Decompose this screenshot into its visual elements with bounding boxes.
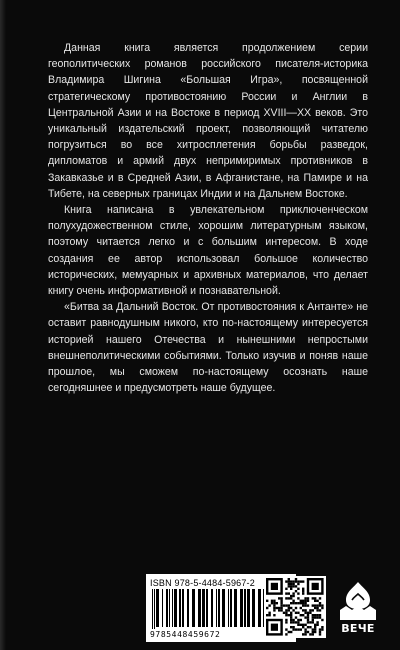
- qr-code-icon: [264, 576, 326, 638]
- barcode-digits: 9785448459672: [150, 630, 221, 639]
- paragraph-3: «Битва за Дальний Восток. От противостояния к Антанте» не оставит равнодушным никого, кто по-настоящему интересуется историей нашего Отечества и нынешними непростыми внешнеполитическими событиями. Только изучив и поняв наше прошлое, мы сможем по-настоящему осознать наше сегодняшнее и предусмотреть наше будущее.: [48, 301, 368, 395]
- publisher-name: ВЕЧЕ: [341, 622, 375, 635]
- paragraph-2: Книга написана в увлекательном приключенческом полухудожественном стиле, хорошим литературным языком, поэтому читается легко и с большим интересом. В ходе создания ее автор использовал большое количество исторических, мемуарных и архивных материалов, что делает книгу очень информативной и познавательной.: [48, 204, 368, 298]
- onion-dome-icon: [336, 580, 380, 622]
- paragraph-1: Данная книга является продолжением серии геополитических романов российского писателя-историка Владимира Шигина «Большая Игра», посвященной стратегическому противостоянию России и Англии в Центральной Азии и на Востоке в период XVIII—XX веков. Это уникальный издательский проект, позволяющий читателю погрузиться во все хитросплетения борьбы разведок, дипломатов и армий двух непримиримых противников в Закавказье и в Средней Азии, в Афганистане, на Памире и на Тибете, на северных границах Индии и на Дальнем Востоке.: [48, 42, 368, 200]
- page-edge: [0, 0, 6, 650]
- isbn-number: ISBN 978-5-4484-5967-2: [150, 578, 255, 588]
- annotation-text: [48, 40, 368, 396]
- publisher-logo: [336, 580, 380, 636]
